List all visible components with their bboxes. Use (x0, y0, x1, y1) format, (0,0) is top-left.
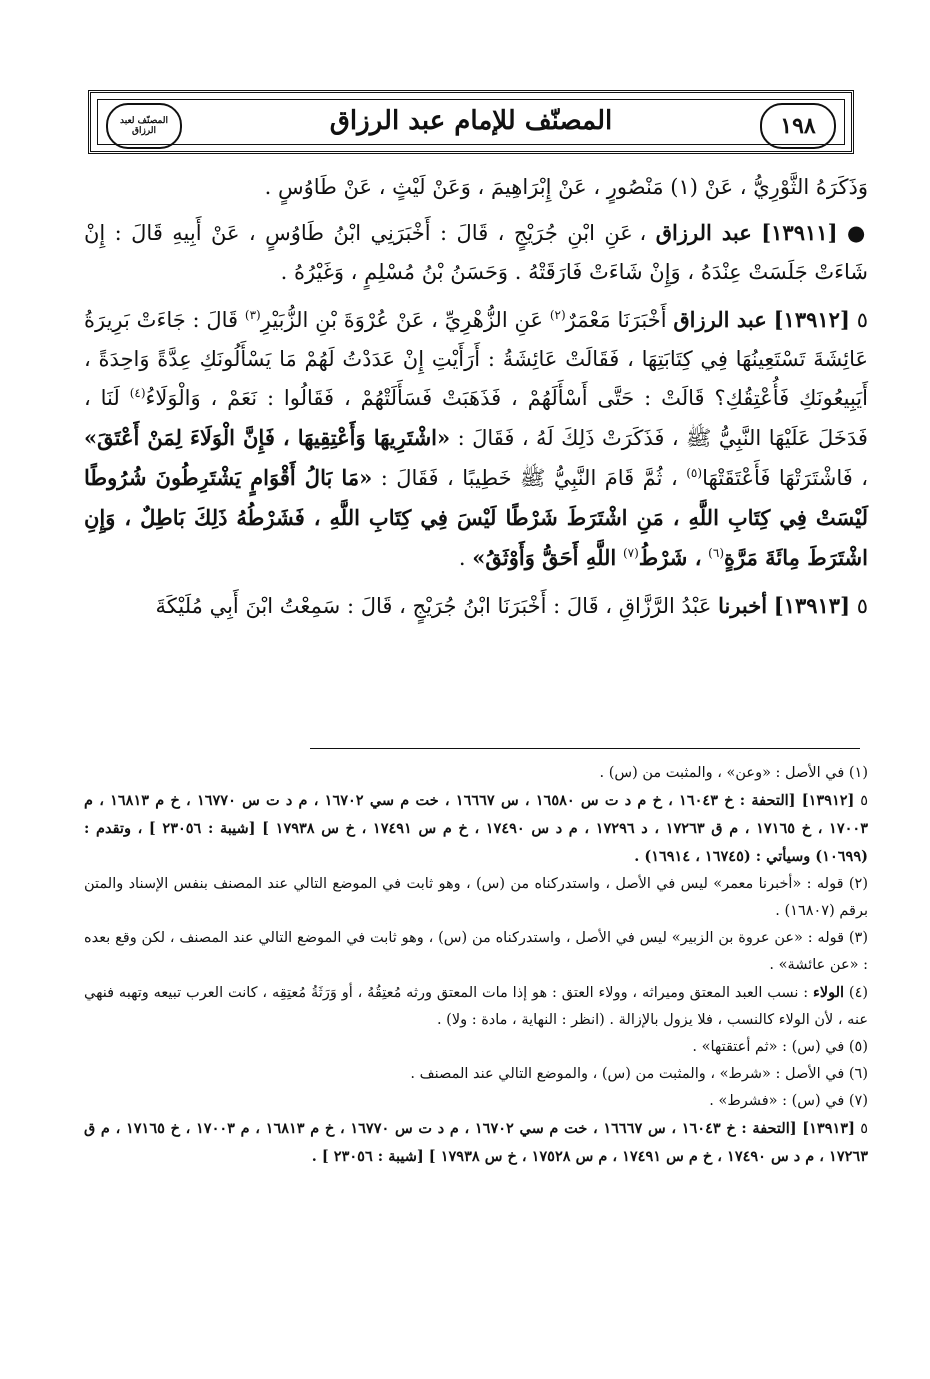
footnote-4 (84, 979, 868, 1034)
hadith-13911 (84, 213, 868, 292)
footnotes (84, 760, 868, 1171)
book-emblem (106, 103, 182, 149)
hadith-text-a: أَخْبَرَنَا مَعْمَرٌ (565, 308, 667, 332)
hadith-marker: ٥ (856, 308, 868, 332)
footnote-2: (٢) قوله : «أخبرنا معمر» ليس في الأصل ، واستدركناه من (س) ، وهو ثابت في الموضع التالي عند المصنف بنفس الإسناد والمتن برقم (١٦٨٠٧) . (84, 876, 868, 919)
footnote-3: (٣) قوله : «عن عروة بن الزبير» ليس في الأصل ، واستدركناه من (س) ، وهو ثابت في الموضع التالي عند المصنف ، لكن وقع بعده : «عن عائشة» . (84, 930, 868, 973)
takhrij-marker: ٥ (860, 1121, 868, 1137)
footnote-4-text: : نسب العبد المعتق وميراثه ، وولاء العتق : هو إذا مات المعتق ورثه مُعتِقُهُ ، أو وَرَثَةُ مُعتِقِه ، كانت العرب تبيعه وتهبه فنهي عنه ، لأن الولاء كالنسب ، فلا يزول بالإزالة . (انظر : النهاية ، مادة : ولا) . (84, 985, 868, 1028)
footnote-ref-7: (٧) (622, 546, 639, 560)
main-text (84, 168, 868, 626)
hadith-number: [١٣٩١١] (761, 220, 838, 245)
takhrij-marker: ٥ (860, 793, 868, 809)
footnote-ref-2: (٢) (549, 308, 566, 322)
footnote-ref-6: (٦) (708, 546, 724, 560)
hadith-end: . (458, 546, 466, 570)
hadith-13912 (84, 300, 868, 578)
hadith-marker-dot: ● (846, 221, 869, 245)
hadith-narrator: عبد الرزاق (673, 307, 767, 332)
takhrij-13912 (84, 787, 868, 871)
hadith-narrator: أخبرنا (718, 593, 768, 618)
hadith-text: عَبْدُ الرَّزَّاقِ ، قَالَ : أَخْبَرَنَا ابْنُ جُرَيْجٍ ، قَالَ : سَمِعْتُ ابْنَ أَبِي مُلَيْكَةَ (155, 594, 712, 618)
hadith-marker: ٥ (856, 594, 868, 618)
hadith-text-b: عَنِ الزُّهْرِيِّ ، عَنْ عُرْوَةَ بْنِ الزُّبَيْرِ (260, 308, 543, 332)
hadith-number: [١٣٩١٣] (773, 593, 851, 618)
takhrij-text: [١٣٩١٢] [التحفة : خ ١٦٠٤٣ ، خ م د ت س ١٦٥٨٠ ، س ١٦٦٦٧ ، خت م سي ١٦٧٠٢ ، م د ت س ١٦٧٧٠ ، خ م ١٦٨١٣ ، م ١٧٠٠٣ ، خ ١٧١٦٥ ، م ق ١٧٢٦٣ ، د ١٧٢٩٦ ، م د س ١٧٤٩٠ ، خ م س ١٧٤٩١ ، خ س ١٧٩٣٨ ] [شيبة : ٢٣٠٥٦ ] ، وتقدم : (١٠٦٩٩) وسيأتي : (١٦٧٤٥ ، ١٦٩١٤) . (84, 792, 868, 865)
hadith-number: [١٣٩١٢] (773, 307, 850, 332)
hadith-text-d: لَنَا ، فَدَخَلَ عَلَيْهَا النَّبِيُّ ﷺ ، فَذَكَرَتْ ذَلِكَ لَهُ ، فَقَالَ : (84, 386, 868, 450)
emblem-text: المصنّف لعبد الرزاق (120, 116, 168, 136)
footnote-1: (١) في الأصل : «وعن» ، والمثبت من (س) . (599, 765, 868, 781)
footnote-ref-4: (٤) (129, 386, 146, 400)
page-number: ١٩٨ (780, 113, 816, 139)
footnote-ref-5: (٥) (686, 466, 703, 480)
header-inner-border (97, 99, 845, 145)
footnote-ref-3: (٣) (244, 308, 261, 322)
hadith-13913 (84, 586, 868, 626)
footnote-4-term: الولاء (813, 984, 845, 1001)
hadith-text-e: ، فَاشْتَرَتْهَا فَأَعْتَقَتْهَا (702, 466, 869, 490)
hadith-text-f: ، ثُمَّ قَامَ النَّبِيُّ ﷺ خَطِيبًا ، فَقَالَ : (380, 466, 678, 490)
book-title: المصنّف للإمام عبد الرزاق (329, 106, 613, 136)
prophetic-quote-1: «اشْتَرِيهَا وَأَعْتِقِيهَا ، فَإِنَّ الْوَلَاءَ لِمَنْ أَعْتَقَ» (84, 425, 451, 450)
hadith-text-c: قَالَ : جَاءَتْ بَرِيرَةُ عَائِشَةَ تَسْتَعِينُهَا فِي كِتَابَتِهَا ، فَقَالَتْ عَائِشَةُ : أَرَأَيْتِ إِنْ عَدَدْتُ لَهُمْ مَا يَسْأَلُونَكِ عِدَّةً وَاحِدَةً ، أَيَبِيعُونَكِ فَأُعْتِقُكِ؟ قَالَتْ : حَتَّى أَسْأَلَهُمْ ، فَذَهَبَتْ فَسَأَلَتْهُمْ ، فَقَالُوا : نَعَمْ ، وَالْوَلَاءُ (84, 308, 868, 410)
prophetic-quote-3: ، شَرْطُ (638, 545, 702, 570)
footnote-4-number: (٤) (848, 985, 869, 1001)
footnote-6: (٦) في الأصل : «شرط» ، والمثبت من (س) ، والموضع التالي عند المصنف . (410, 1066, 868, 1082)
prophetic-quote-2: «مَا بَالُ أَقْوَامٍ يَشْتَرِطُونَ شُرُوطًا لَيْسَتْ فِي كِتَابِ اللَّهِ ، مَنِ اشْتَرَطَ شَرْطًا لَيْسَ فِي كِتَابِ اللَّهِ ، فَشَرْطُهُ ذَلِكَ بَاطِلٌ ، وَإِنِ اشْتَرَطَ مِائَةَ مَرَّةٍ (84, 465, 868, 570)
hadith-text: ، عَنِ ابْنِ جُرَيْجٍ ، قَالَ : أَخْبَرَنِي ابْنُ طَاوُسٍ ، عَنْ أَبِيهِ قَالَ : إِنْ شَاءَتْ جَلَسَتْ عِنْدَهُ ، وَإِنْ شَاءَتْ فَارَقَتْهُ . وَحَسَنُ بْنُ مُسْلِمٍ ، وَغَيْرُهُ . (84, 221, 868, 284)
prophetic-quote-4: اللَّهِ أَحَقُّ وَأَوْثَقُ» (472, 545, 617, 570)
takhrij-text: [١٣٩١٣] [التحفة : خ ١٦٠٤٣ ، س ١٦٦٦٧ ، خت م سي ١٦٧٠٢ ، م د ت س ١٦٧٧٠ ، خ م ١٦٨١٣ ، م ١٧٠٠٣ ، خ ١٧١٦٥ ، م ق ١٧٢٦٣ ، م د س ١٧٤٩٠ ، خ م س ١٧٤٩١ ، م س ١٧٥٢٨ ، خ س ١٧٩٣٨ ] [شيبة : ٢٣٠٥٦ ] . (84, 1120, 868, 1165)
footnote-5: (٥) في (س) : «ثم أعتقتها» . (692, 1039, 868, 1055)
takhrij-13913 (84, 1115, 868, 1171)
footnote-7: (٧) في (س) : «فشرط» . (709, 1093, 868, 1109)
hadith-narrator: عبد الرزاق (655, 220, 752, 245)
page-header-frame (88, 90, 854, 154)
text-line-continuation (84, 168, 868, 207)
continuation-text: وَذَكَرَهُ الثَّوْرِيُّ ، عَنْ (١) مَنْصُورٍ ، عَنْ إِبْرَاهِيمَ ، وَعَنْ لَيْثٍ ، عَنْ طَاوُسٍ . (264, 175, 868, 199)
footnote-separator (310, 748, 860, 749)
